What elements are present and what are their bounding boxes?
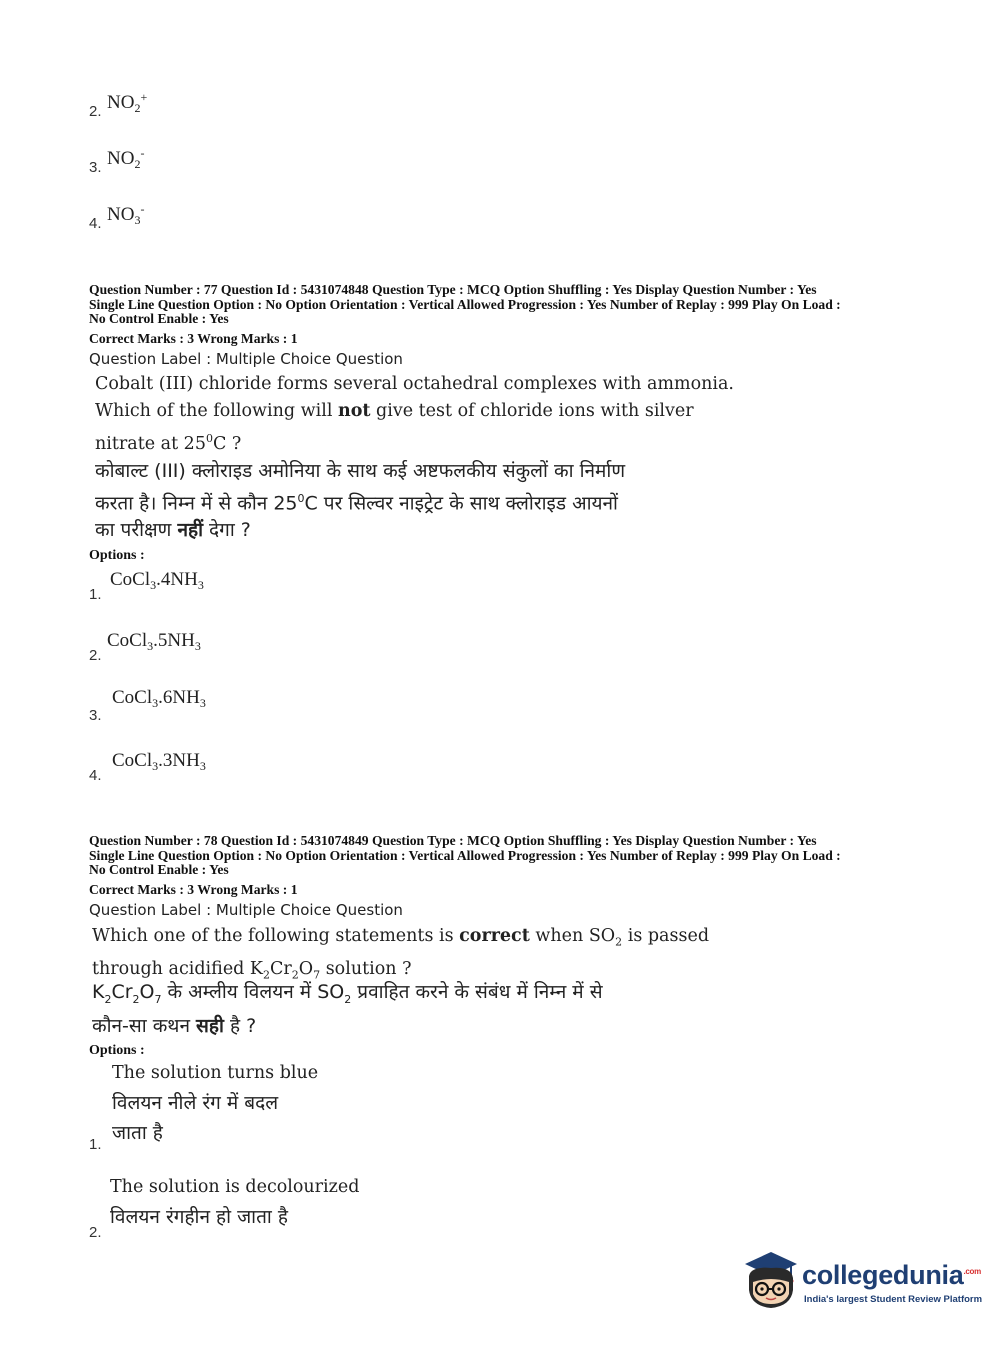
q77-meta-line-1: Question Number : 77 Question Id : 5431074848 Question Type : MCQ Option Shuffling : Yes Display Question Number : Yes — [89, 282, 817, 297]
q78-option-1-hindi-line-1: विलयन नीले रंग में बदल — [112, 1092, 279, 1114]
q77-option-2-number: 2. — [89, 647, 102, 664]
q78-question-hindi — [92, 979, 603, 1040]
q78-meta-line-3: No Control Enable : Yes — [89, 862, 229, 878]
q78-question-label: Question Label : Multiple Choice Question — [89, 901, 403, 919]
q77-marks: Correct Marks : 3 Wrong Marks : 1 — [89, 331, 298, 346]
q77-option-2-formula[interactable]: $CoCl_3.5NH_3$ — [107, 630, 201, 653]
prev-option-3-number: 3. — [89, 159, 102, 176]
q77-options-label: Options : — [89, 548, 145, 563]
q78-option-2-english: The solution is decolourized — [110, 1177, 360, 1197]
q77-metadata — [89, 283, 919, 327]
logo-wordmark: collegedunia$^{.com}$ — [802, 1260, 981, 1290]
mascot-icon — [741, 1250, 799, 1312]
q78-option-2-hindi: विलयन रंगहीन हो जाता है — [110, 1206, 288, 1228]
logo-tagline: India's largest Student Review Platform — [804, 1294, 983, 1305]
q77-en-line-3: nitrate at $25^0C$ ? — [95, 432, 242, 454]
prev-option-2-formula[interactable]: $NO_2^+$ — [107, 90, 148, 115]
q77-meta-line-3: No Control Enable : Yes — [89, 311, 229, 327]
q77-hi-line-3: का परीक्षण नहीं देगा ? — [95, 519, 251, 542]
q78-marks: Correct Marks : 3 Wrong Marks : 1 — [89, 882, 298, 897]
q78-hi-line-1: $K_2Cr_2O_7$ के अम्लीय विलयन में $SO_2$ प्रवाहित करने के संबंध में निम्न में से — [92, 981, 603, 1006]
q78-option-1-english: The solution turns blue — [112, 1063, 319, 1083]
q78-hi-line-2: कौन-सा कथन सही है ? — [92, 1014, 257, 1037]
q78-options-label: Options : — [89, 1043, 145, 1058]
q77-question-english — [95, 371, 734, 458]
q78-option-2-number: 2. — [89, 1224, 102, 1241]
q77-hi-line-2: करता है। निम्न में से कौन $25^0C$ पर सिल्वर नाइट्रेट के साथ क्लोराइड आयनों — [95, 492, 618, 515]
q78-option-2[interactable] — [110, 1172, 359, 1232]
prev-option-4-formula[interactable]: $NO_3^-$ — [107, 202, 145, 227]
q78-option-1-hindi-line-2: जाता है — [112, 1122, 163, 1144]
q77-option-1-number: 1. — [89, 586, 102, 603]
q77-hi-line-1: कोबाल्ट (III) क्लोराइड अमोनिया के साथ कई अष्टफलकीय संकुलों का निर्माण — [95, 460, 626, 482]
q78-en-line-1: Which one of the following statements is correct when $SO_2$ is passed — [92, 926, 710, 949]
q77-option-1-formula[interactable]: $CoCl_3.4NH_3$ — [110, 569, 204, 592]
q77-option-3-formula[interactable]: $CoCl_3.6NH_3$ — [112, 687, 206, 710]
q78-meta-line-1: Question Number : 78 Question Id : 5431074849 Question Type : MCQ Option Shuffling : Yes Display Question Number : Yes — [89, 833, 817, 848]
q78-option-1[interactable] — [112, 1058, 318, 1148]
q78-metadata — [89, 834, 919, 878]
q78-meta-line-2: Single Line Question Option : No Option Orientation : Vertical Allowed Progression : Yes Number of Replay : 999 Play On Load : — [89, 847, 841, 863]
prev-option-2-number: 2. — [89, 103, 102, 120]
prev-option-4-number: 4. — [89, 215, 102, 232]
q77-meta-line-2: Single Line Question Option : No Option Orientation : Vertical Allowed Progression : Yes Number of Replay : 999 Play On Load : — [89, 296, 841, 312]
q77-option-4-formula[interactable]: $CoCl_3.3NH_3$ — [112, 750, 206, 773]
prev-option-3-formula[interactable]: $NO_2^-$ — [107, 146, 145, 171]
q78-option-1-number: 1. — [89, 1136, 102, 1153]
q77-option-3-number: 3. — [89, 707, 102, 724]
q77-option-4-number: 4. — [89, 767, 102, 784]
q78-en-line-2: through acidified $K_2Cr_2O_7$ solution ? — [92, 958, 412, 981]
collegedunia-logo[interactable] — [741, 1250, 983, 1312]
q77-en-line-2: Which of the following will not give test of chloride ions with silver — [95, 401, 694, 421]
q77-question-hindi — [95, 458, 625, 544]
q77-question-label: Question Label : Multiple Choice Question — [89, 350, 403, 368]
q77-en-line-1: Cobalt (III) chloride forms several octahedral complexes with ammonia. — [95, 374, 734, 394]
